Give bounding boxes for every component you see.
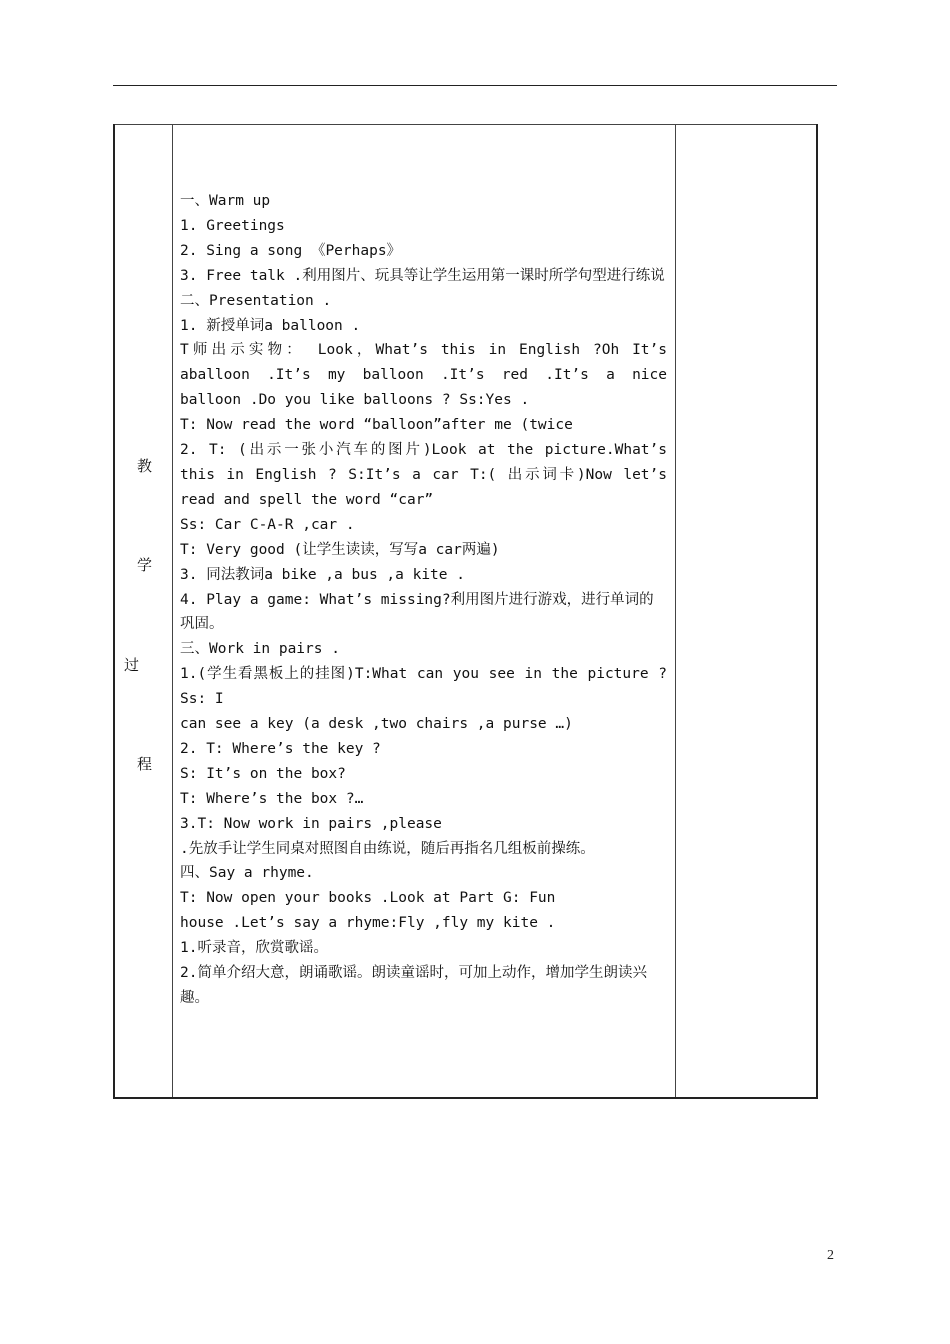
content-line: Ss: Car C-A-R ,car . xyxy=(180,516,355,533)
content-line: 2. T: (出示一张小汽车的图片)Look at the picture.What’s xyxy=(180,442,667,459)
content-line: 一、Warm up xyxy=(180,193,271,209)
content-line: house .Let’s say a rhyme:Fly ,fly my kite . xyxy=(180,915,556,932)
notes-cell xyxy=(676,125,818,1099)
content-line: 1. Greetings xyxy=(180,217,285,234)
content-line: 二、Presentation . xyxy=(180,292,332,309)
content-line: this in English ? S:It’s a car T:( 出示词卡)Now let’s xyxy=(180,466,667,483)
content-line: 3.T: Now work in pairs ,please xyxy=(180,815,442,832)
content-line: balloon .Do you like balloons ? Ss:Yes . xyxy=(180,392,530,409)
content-line: 三、Work in pairs . xyxy=(180,641,340,658)
content-line: S: It’s on the box? xyxy=(180,765,346,782)
content-line: 1.(学生看黑板上的挂图)T:What can you see in the picture ? xyxy=(180,666,667,683)
content-line: 2. T: Where’s the key ? xyxy=(180,740,381,757)
content-line: Ss: I xyxy=(180,691,224,708)
content-line: can see a key (a desk ,two chairs ,a purse …) xyxy=(180,716,573,733)
content-line: T: Very good (让学生读读，写写a car两遍) xyxy=(180,541,500,558)
section-label-char: 过 xyxy=(124,656,140,674)
content-line: T: Where’s the box ?… xyxy=(180,790,364,807)
content-line: T: Now open your books .Look at Part G: Fun xyxy=(180,890,556,907)
content-line: T: Now read the word “balloon”after me (twice xyxy=(180,417,573,434)
section-label-cell xyxy=(114,125,173,1099)
section-label-char: 教 xyxy=(137,457,153,475)
table-row xyxy=(114,125,817,1099)
lesson-content-cell xyxy=(173,125,676,1099)
content-line: .先放手让学生同桌对照图自由练说，随后再指名几组板前操练。 xyxy=(180,840,595,857)
header-rule xyxy=(113,85,837,86)
content-line: 2. Sing a song 《Perhaps》 xyxy=(180,242,402,259)
content-line: 4. Play a game: What’s missing?利用图片进行游戏，进行单词的巩固。 xyxy=(180,591,654,633)
section-label-char: 学 xyxy=(137,556,153,574)
content-line: 3. 同法教词a bike ,a bus ,a kite . xyxy=(180,566,465,583)
content-line: 1. 新授单词a balloon . xyxy=(180,317,361,334)
section-label-char: 程 xyxy=(137,755,153,773)
content-line: read and spell the word “car” xyxy=(180,491,434,508)
content-line: T师出示实物： Look，What’s this in English ?Oh It’s xyxy=(180,342,667,359)
lesson-content xyxy=(173,125,675,1011)
content-line: 2.简单介绍大意，朗诵歌谣。朗读童谣时，可加上动作，增加学生朗读兴趣。 xyxy=(180,965,647,1006)
lesson-plan-table xyxy=(113,124,818,1099)
page-number: 2 xyxy=(827,1248,834,1263)
content-line: aballoon .It’s my balloon .It’s red .It’s a nice xyxy=(180,367,667,384)
content-line: 四、Say a rhyme. xyxy=(180,865,314,882)
content-line: 3. Free talk .利用图片、玩具等让学生运用第一课时所学句型进行练说 xyxy=(180,267,665,284)
content-line: 1.听录音，欣赏歌谣。 xyxy=(180,940,328,957)
